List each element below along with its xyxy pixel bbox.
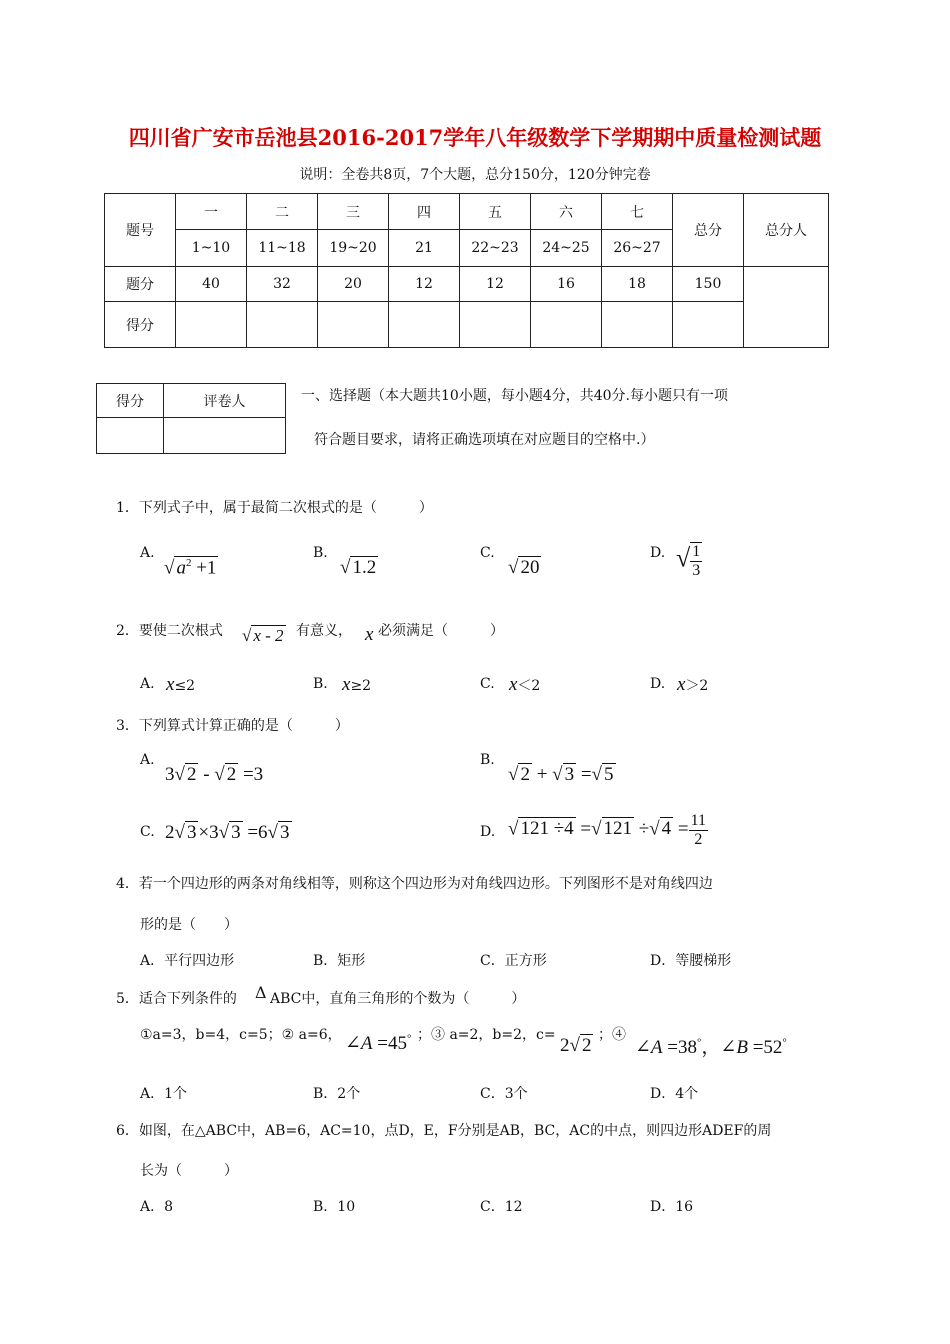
range-cell: 24~25 xyxy=(531,230,602,267)
q3-option-c-math: 2√ 3 ×3√ 3 =6√ 3 xyxy=(165,822,290,843)
points-cell: 150 xyxy=(673,267,744,302)
q3-option-b-math: √ 2 + √ 3 =√ 5 xyxy=(508,764,614,785)
grader-reviewer-label: 评卷人 xyxy=(164,384,286,418)
q6-option-d: D．16 xyxy=(650,1199,694,1215)
q1-option-a-label: A. xyxy=(140,545,155,561)
q6-option-b: B．10 xyxy=(313,1199,356,1215)
q4-option-d: D．等腰梯形 xyxy=(650,953,732,969)
grader-blank-cell xyxy=(744,267,829,348)
grader-score-label: 得分 xyxy=(97,384,164,418)
q1-option-c-math: √ 20 xyxy=(508,557,540,578)
q2-var: x xyxy=(365,624,374,645)
points-cell: 16 xyxy=(531,267,602,302)
section-cell: 二 xyxy=(247,194,318,230)
q5-condition-1: ①a=3，b=4，c=5；② a=6， xyxy=(140,1027,342,1043)
q1-option-d-math: √ $\frac{1}{3}$ xyxy=(676,543,701,579)
header-cell: 题号 xyxy=(105,194,176,267)
points-cell: 18 xyxy=(602,267,673,302)
score-label-cell: 得分 xyxy=(105,302,176,348)
q5-condition-2: ；③ a=2，b=2，c= xyxy=(417,1027,556,1043)
q4-option-a: A．平行四边形 xyxy=(140,953,235,969)
section-cell: 五 xyxy=(460,194,531,230)
q1-b-radicand: 1.2 xyxy=(352,557,377,578)
q1-option-b-math: √ 1.2 xyxy=(340,557,377,578)
question-4-stem: 4．若一个四边形的两条对角线相等，则称这个四边形为对角线四边形。下列图形不是对角线四边 xyxy=(116,876,713,892)
range-cell: 1~10 xyxy=(176,230,247,267)
q5-option-d: D．4个 xyxy=(650,1086,699,1102)
score-blank-cell xyxy=(460,302,531,348)
points-cell: 20 xyxy=(318,267,389,302)
q5-c-value: 2√ 2 xyxy=(560,1035,592,1056)
question-6-stem2: 长为（ ） xyxy=(140,1163,238,1179)
q1-option-c-label: C. xyxy=(480,545,495,561)
total-label-cell: 总分 xyxy=(673,194,744,267)
q1-option-b-label: B. xyxy=(313,545,328,561)
q3-option-a-math: 3√ 2 - √ 2 =3 xyxy=(165,764,264,785)
points-label-cell: 题分 xyxy=(105,267,176,302)
score-table xyxy=(104,193,829,348)
points-cell: 32 xyxy=(247,267,318,302)
question-4-stem2: 形的是（ ） xyxy=(140,917,238,933)
question-5-stem-a: 5．适合下列条件的 xyxy=(116,991,237,1007)
q2-option-c-label: C. xyxy=(480,676,495,692)
range-cell: 21 xyxy=(389,230,460,267)
page-title: 四川省广安市岳池县2016-2017学年八年级数学下学期期中质量检测试题 xyxy=(128,125,822,150)
question-2-stem-c: 必须满足（ ） xyxy=(378,623,504,639)
q5-angles: ∠A =38°，∠B =52° xyxy=(635,1036,787,1058)
question-2-stem-b: 有意义， xyxy=(296,623,352,639)
range-cell: 11~18 xyxy=(247,230,318,267)
section-cell: 七 xyxy=(602,194,673,230)
q1-option-a-math: √ $a^2 +1$ xyxy=(164,557,217,579)
section-cell: 四 xyxy=(389,194,460,230)
q1-d-den: 3 xyxy=(692,561,701,579)
q1-d-num: 1 xyxy=(692,543,701,560)
question-5-stem-b: ABC中，直角三角形的个数为（ ） xyxy=(270,991,526,1007)
q2-option-a: x≤2 xyxy=(166,674,196,695)
section-cell: 一 xyxy=(176,194,247,230)
section1-line1: 一、选择题（本大题共10小题，每小题4分，共40分.每小题只有一项 xyxy=(301,388,728,404)
q6-option-a: A．8 xyxy=(140,1199,174,1215)
q4-option-b: B．矩形 xyxy=(313,953,366,969)
points-cell: 12 xyxy=(389,267,460,302)
score-blank-cell xyxy=(673,302,744,348)
q5-angle-a45: ∠A =45° xyxy=(345,1032,412,1054)
range-cell: 26~27 xyxy=(602,230,673,267)
question-2-stem-a: 2．要使二次根式 xyxy=(116,623,223,639)
q3-option-c-label: C. xyxy=(140,824,155,840)
q3-option-d-label: D. xyxy=(480,824,496,840)
q2-option-c: x＜2 xyxy=(509,674,541,695)
q1-c-radicand: 20 xyxy=(520,557,540,578)
question-3-stem: 3．下列算式计算正确的是（ ） xyxy=(116,718,349,734)
q5-condition-3: ；④ xyxy=(598,1027,626,1043)
q5-option-b: B．2个 xyxy=(313,1086,361,1102)
points-cell: 12 xyxy=(460,267,531,302)
exam-instructions: 说明：全卷共8页，7个大题，总分150分，120分钟完卷 xyxy=(299,167,651,183)
q5-option-c: C．3个 xyxy=(480,1086,528,1102)
range-cell: 19~20 xyxy=(318,230,389,267)
score-blank-cell xyxy=(531,302,602,348)
grader-blank-cell xyxy=(97,418,164,454)
q4-option-c: C．正方形 xyxy=(480,953,547,969)
q3-option-b-label: B. xyxy=(480,752,495,768)
section1-line2: 符合题目要求，请将正确选项填在对应题目的空格中.） xyxy=(314,432,655,448)
q2-option-b: x≥2 xyxy=(342,674,372,695)
q6-option-c: C．12 xyxy=(480,1199,523,1215)
q3-option-d-math: √ 121 ÷4 =√ 121 ÷√ 4 = $\frac{11}{2}$ xyxy=(508,812,707,848)
triangle-icon: Δ xyxy=(255,983,267,1002)
section-cell: 六 xyxy=(531,194,602,230)
q2-option-a-label: A. xyxy=(140,676,155,692)
range-cell: 22~23 xyxy=(460,230,531,267)
q2-option-d: x＞2 xyxy=(677,674,709,695)
question-1-stem: 1．下列式子中，属于最简二次根式的是（ ） xyxy=(116,500,433,516)
q3-option-a-label: A. xyxy=(140,752,155,768)
grader-label-cell: 总分人 xyxy=(744,194,829,267)
q5-option-a: A．1个 xyxy=(140,1086,188,1102)
score-blank-cell xyxy=(389,302,460,348)
question-6-stem: 6．如图，在△ABC中，AB=6，AC=10，点D，E，F分别是AB，BC，AC的中点，则四边形ADEF的周 xyxy=(116,1123,772,1139)
score-blank-cell xyxy=(318,302,389,348)
grader-blank-cell xyxy=(164,418,286,454)
q1-option-d-label: D. xyxy=(650,545,666,561)
grader-table xyxy=(96,383,286,454)
score-blank-cell xyxy=(247,302,318,348)
points-cell: 40 xyxy=(176,267,247,302)
score-blank-cell xyxy=(176,302,247,348)
score-blank-cell xyxy=(602,302,673,348)
section-cell: 三 xyxy=(318,194,389,230)
q2-radicand: x - 2 xyxy=(253,626,284,645)
q2-radical: √ x - 2 xyxy=(242,626,284,645)
q2-option-d-label: D. xyxy=(650,676,666,692)
q2-option-b-label: B. xyxy=(313,676,328,692)
